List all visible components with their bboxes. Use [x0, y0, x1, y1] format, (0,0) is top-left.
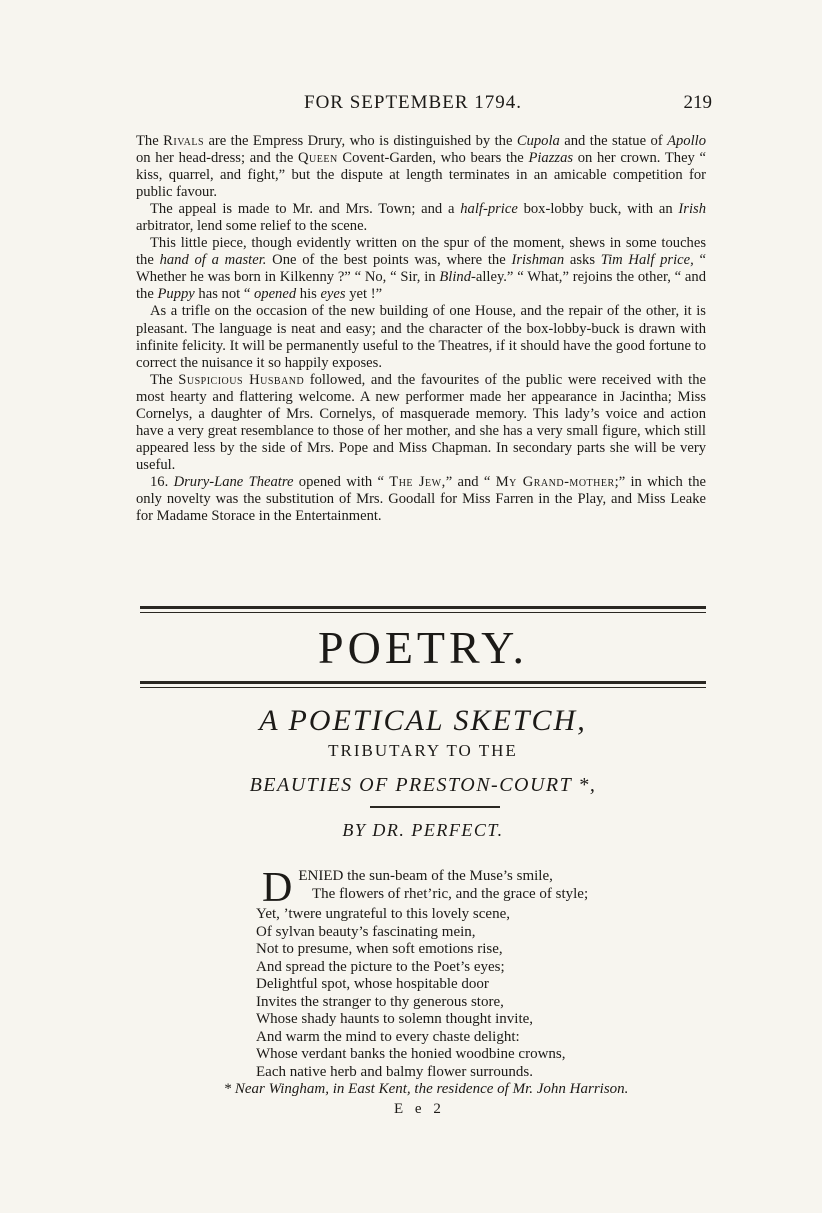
- running-title: FOR SEPTEMBER 1794.: [304, 92, 523, 113]
- paragraph-little-piece: This little piece, though evidently written on the spur of the moment, shews in some touches the hand of a master. One of the best points was, where the Irishman asks Tim Half price, “ Whether he was born in Kilkenny ?” “ No, “ Sir, in Blind-alley.” “ What,” rejoins the other, “ and the Puppy has not “ opened his eyes yet !”: [136, 235, 706, 303]
- poem-line: Yet, ’twere ungrateful to this lovely scene,: [256, 906, 510, 922]
- paragraph-trifle: As a trifle on the occasion of the new building of one House, and the repair of the other, it is pleasant. The language is neat and easy; and the character of the box-lobby-buck is drawn with infinite felicity. It will be permanently useful to the Theatres, if it should have the good fortune to correct the nuisance it so happily exposes.: [136, 303, 706, 371]
- poem-line: Each native herb and balmy flower surrounds.: [256, 1063, 533, 1080]
- paragraph-rivals: The Rivals are the Empress Drury, who is distinguished by the Cupola and the statue of Apollo on her head-dress; and the Queen Covent-Garden, who bears the Piazzas on her crown. They “ kiss, quarrel, and fight,” but the dispute at length terminates in an amicable competition for public favour.: [136, 133, 707, 201]
- signature-mark: E e 2: [394, 1101, 445, 1117]
- section-rule-bottom-thin: [140, 687, 706, 688]
- poem-line: Not to presume, when soft emotions rise,: [256, 941, 503, 957]
- section-rule-top-thin: [140, 612, 706, 613]
- poem-line: The flowers of rhet’ric, and the grace of style;: [312, 885, 589, 902]
- poem-body: [256, 865, 686, 1081]
- title-divider: [370, 806, 500, 808]
- page-number: 219: [683, 92, 712, 113]
- poem-line: And spread the picture to the Poet’s eyes;: [256, 958, 505, 975]
- section-rule-bottom-thick: [140, 681, 706, 684]
- poem-line: Invites the stranger to thy generous store,: [256, 993, 504, 1010]
- footnote: * Near Wingham, in East Kent, the residence of Mr. John Harrison.: [223, 1081, 629, 1097]
- section-rule-top-thick: [140, 606, 706, 609]
- poem-line: Of sylvan beauty’s fascinating mein,: [256, 923, 476, 940]
- poem-subtitle-place: BEAUTIES OF PRESTON-COURT *,: [249, 774, 597, 796]
- poem-line: And warm the mind to every chaste delight:: [256, 1028, 520, 1045]
- poem-line: Whose shady haunts to solemn thought invite,: [256, 1011, 534, 1027]
- page-header: [136, 92, 712, 120]
- review-text: [136, 133, 706, 525]
- drop-cap: D: [262, 865, 293, 911]
- paragraph-appeal: The appeal is made to Mr. and Mrs. Town; and a half-price box-lobby buck, with an Irish arbitrator, lend some relief to the scene.: [136, 201, 706, 235]
- poem-line: Delightful spot, whose hospitable door: [256, 976, 489, 992]
- poem-line: ENIED the sun-beam of the Muse’s smile,: [298, 868, 553, 884]
- poem-line: Whose verdant banks the honied woodbine crowns,: [256, 1046, 566, 1062]
- section-title: POETRY.: [318, 622, 528, 673]
- paragraph-suspicious-husband: The Suspicious Husband followed, and the favourites of the public were received with the most hearty and flattering welcome. A new performer made her appearance in Jacintha; Miss Cornelys, a daughter of Mrs. Cornelys, of masquerade memory. This lady’s voice and action have a very great resemblance to those of her mother, and she has a very small figure, which still appeared less by the side of Mrs. Pope and Miss Chapman. In secondary parts she will be very useful.: [136, 371, 706, 473]
- poem-subtitle: TRIBUTARY TO THE: [328, 741, 518, 760]
- poem-title: A POETICAL SKETCH,: [259, 704, 587, 737]
- paragraph-drury-lane: 16. Drury-Lane Theatre opened with “ The Jew,” and “ My Grand-mother;” in which the only novelty was the substitution of Mrs. Goodall for Miss Farren in the Play, and Miss Leake for Madame Storace in the Entertainment.: [136, 473, 706, 525]
- poem-byline: BY DR. PERFECT.: [342, 820, 504, 840]
